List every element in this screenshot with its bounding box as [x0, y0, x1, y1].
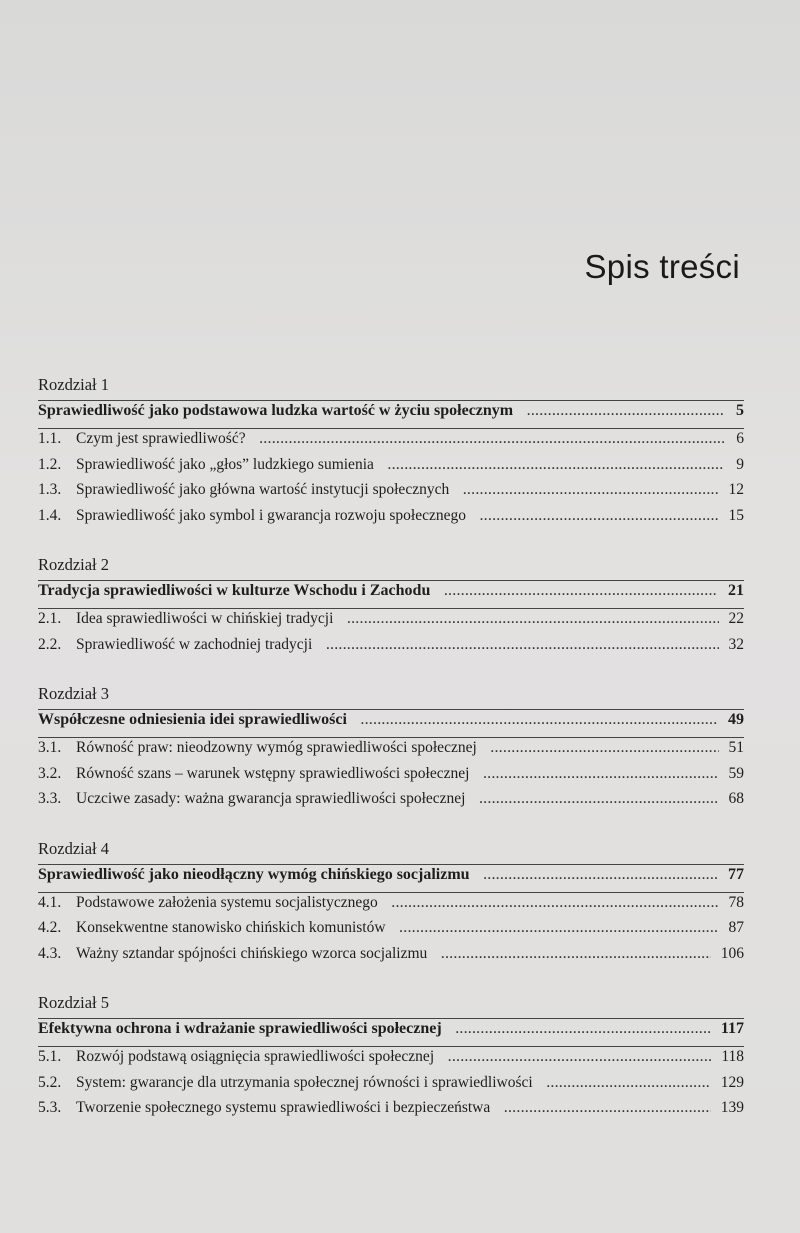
- chapter-rule: [38, 709, 744, 710]
- section-number: 3.3.: [38, 790, 62, 807]
- chapter-3: [38, 681, 744, 816]
- leader-dots: [504, 1101, 710, 1116]
- section-number: 4.2.: [38, 919, 62, 936]
- chapter-rule: [38, 400, 744, 401]
- chapter-title-row: [38, 711, 744, 737]
- section-number: 3.1.: [38, 739, 62, 756]
- chapter-title-row: [38, 402, 744, 428]
- section-title: Podstawowe założenia systemu socjalistycznego: [76, 893, 378, 911]
- leader-dots: [483, 767, 718, 782]
- chapter-page-number: 5: [736, 402, 744, 419]
- section-number: 2.1.: [38, 610, 62, 627]
- section-row: [38, 945, 744, 971]
- leader-dots: [491, 741, 719, 756]
- section-number: 4.1.: [38, 893, 62, 911]
- chapter-rule: [38, 864, 744, 865]
- section-row: [38, 1048, 744, 1074]
- section-row: [38, 790, 744, 816]
- chapter-label: Rozdział 2: [38, 555, 110, 574]
- section-number: 1.3.: [38, 481, 62, 498]
- section-title: Rozwój podstawą osiągnięcia sprawiedliwości społecznej: [76, 1048, 435, 1065]
- section-number: 1.4.: [38, 506, 62, 524]
- chapter-label: Rozdział 5: [38, 993, 110, 1012]
- leader-dots: [388, 458, 724, 473]
- section-page-number: 12: [728, 481, 744, 498]
- section-page-number: 106: [720, 944, 744, 962]
- chapter-rule: [38, 428, 744, 429]
- chapter-title: Współczesne odniesienia idei sprawiedliwości: [38, 711, 347, 728]
- section-number: 4.3.: [38, 944, 62, 962]
- leader-dots: [484, 868, 718, 883]
- chapter-title-row: [38, 1020, 744, 1046]
- section-title: Czym jest sprawiedliwość?: [76, 430, 246, 447]
- chapter-2: [38, 552, 744, 661]
- leader-dots: [441, 947, 710, 962]
- section-row: [38, 456, 744, 482]
- leader-dots: [400, 921, 719, 936]
- chapter-rule: [38, 1018, 744, 1019]
- chapter-page-number: 117: [720, 1020, 744, 1037]
- chapter-1: [38, 372, 744, 532]
- section-number: 1.2.: [38, 455, 62, 473]
- leader-dots: [347, 612, 718, 627]
- leader-dots: [479, 792, 718, 807]
- section-row: [38, 765, 744, 791]
- section-number: 3.2.: [38, 764, 62, 782]
- chapter-rule: [38, 737, 744, 738]
- section-title: Sprawiedliwość jako główna wartość instytucji społecznych: [76, 481, 450, 498]
- leader-dots: [480, 509, 719, 524]
- chapter-title-row: [38, 866, 744, 892]
- chapter-label: Rozdział 1: [38, 375, 110, 394]
- section-page-number: 129: [720, 1073, 744, 1091]
- section-number: 5.3.: [38, 1099, 62, 1116]
- chapter-title: Sprawiedliwość jako nieodłączny wymóg chińskiego socjalizmu: [38, 865, 470, 883]
- chapter-rule: [38, 580, 744, 581]
- page-title: Spis treści: [584, 248, 740, 286]
- chapter-page-number: 21: [728, 582, 744, 599]
- leader-dots: [392, 896, 719, 911]
- section-title: Konsekwentne stanowisko chińskich komunistów: [76, 919, 386, 936]
- section-title: Idea sprawiedliwości w chińskiej tradycji: [76, 610, 334, 627]
- section-row: [38, 430, 744, 456]
- section-row: [38, 610, 744, 636]
- section-title: Ważny sztandar spójności chińskiego wzorca socjalizmu: [76, 944, 428, 962]
- chapter-title: Efektywna ochrona i wdrażanie sprawiedliwości społecznej: [38, 1020, 442, 1037]
- chapter-rule: [38, 892, 744, 893]
- table-of-contents: [38, 372, 744, 1145]
- section-number: 2.2.: [38, 635, 62, 653]
- section-page-number: 59: [728, 764, 744, 782]
- section-row: [38, 481, 744, 507]
- section-page-number: 32: [728, 635, 744, 653]
- section-title: Sprawiedliwość jako „głos” ludzkiego sumienia: [76, 455, 374, 473]
- chapter-title: Sprawiedliwość jako podstawowa ludzka wartość w życiu społecznym: [38, 402, 514, 419]
- section-page-number: 22: [728, 610, 744, 627]
- section-row: [38, 919, 744, 945]
- section-number: 5.2.: [38, 1073, 62, 1091]
- chapter-label: Rozdział 3: [38, 684, 110, 703]
- section-page-number: 68: [728, 790, 744, 807]
- leader-dots: [444, 584, 718, 599]
- section-row: [38, 1074, 744, 1100]
- leader-dots: [448, 1050, 711, 1065]
- chapter-title-row: [38, 582, 744, 608]
- chapter-rule: [38, 1046, 744, 1047]
- section-number: 1.1.: [38, 430, 62, 447]
- chapter-page-number: 49: [728, 711, 744, 728]
- section-title: Równość szans – warunek wstępny sprawiedliwości społecznej: [76, 764, 470, 782]
- leader-dots: [547, 1076, 711, 1091]
- section-row: [38, 1099, 744, 1125]
- chapter-5: [38, 990, 744, 1125]
- section-row: [38, 894, 744, 920]
- leader-dots: [463, 483, 718, 498]
- chapter-4: [38, 836, 744, 971]
- section-page-number: 87: [728, 919, 744, 936]
- section-title: Sprawiedliwość jako symbol i gwarancja rozwoju społecznego: [76, 506, 466, 524]
- leader-dots: [527, 404, 724, 419]
- chapter-label: Rozdział 4: [38, 838, 110, 858]
- chapter-title: Tradycja sprawiedliwości w kulturze Wschodu i Zachodu: [38, 582, 431, 599]
- section-page-number: 9: [736, 455, 744, 473]
- section-page-number: 15: [728, 506, 744, 524]
- section-page-number: 6: [736, 430, 744, 447]
- section-title: Tworzenie społecznego systemu sprawiedliwości i bezpieczeństwa: [76, 1099, 491, 1116]
- chapter-page-number: 77: [728, 865, 744, 883]
- section-title: Uczciwe zasady: ważna gwarancja sprawiedliwości społecznej: [76, 790, 466, 807]
- section-title: System: gwarancje dla utrzymania społecznej równości i sprawiedliwości: [76, 1073, 533, 1091]
- section-row: [38, 507, 744, 533]
- section-page-number: 51: [728, 739, 744, 756]
- section-row: [38, 739, 744, 765]
- chapter-rule: [38, 608, 744, 609]
- section-row: [38, 636, 744, 662]
- section-page-number: 118: [721, 1048, 744, 1065]
- section-title: Równość praw: nieodzowny wymóg sprawiedliwości społecznej: [76, 739, 477, 756]
- leader-dots: [260, 432, 724, 447]
- section-number: 5.1.: [38, 1048, 62, 1065]
- leader-dots: [456, 1022, 711, 1037]
- leader-dots: [361, 713, 718, 728]
- section-page-number: 78: [728, 893, 744, 911]
- leader-dots: [326, 638, 718, 653]
- section-page-number: 139: [720, 1099, 744, 1116]
- section-title: Sprawiedliwość w zachodniej tradycji: [76, 635, 313, 653]
